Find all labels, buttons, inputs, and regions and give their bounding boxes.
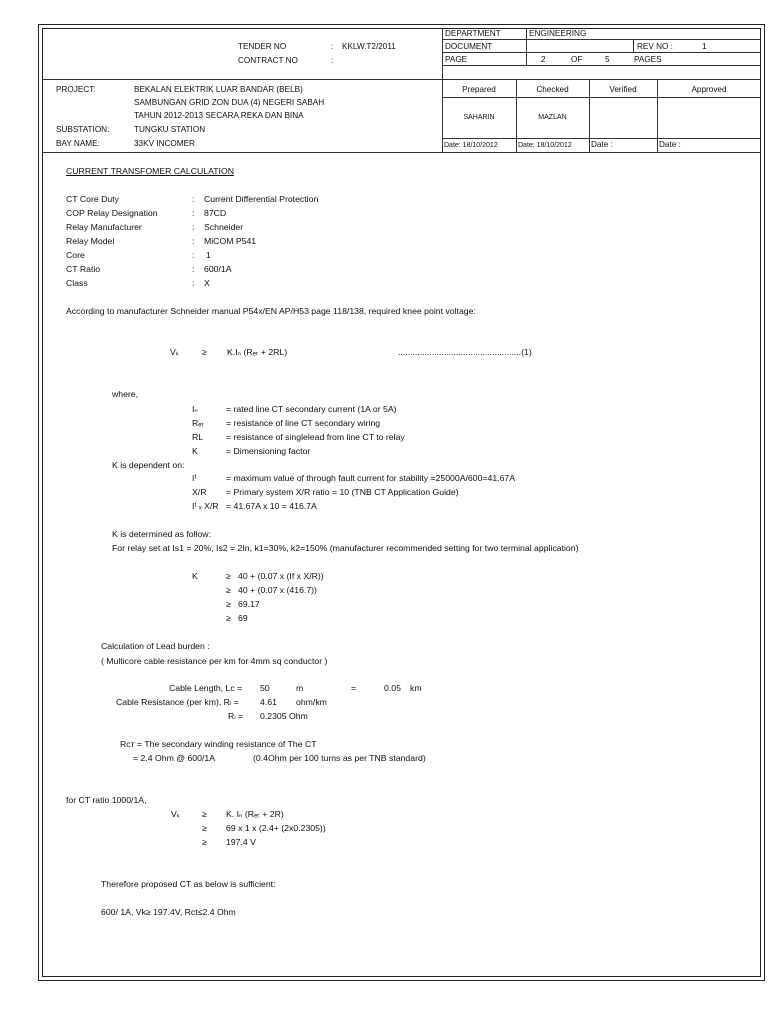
approved-header: Approved — [691, 85, 727, 94]
cable-length-label: Cable Length, Lᴄ = — [169, 683, 243, 693]
equation-reference: ...................................................(1) — [398, 347, 532, 357]
project-line-3: TAHUN 2012-2013 SECARA REKA DAN BINA — [134, 111, 304, 120]
calc-value: 40 + (0.07 x (416.7)) — [238, 585, 317, 595]
lead-burden-title: Calculation of Lead burden : — [101, 641, 210, 651]
rct-line-2: = 2.4 Ohm @ 600/1A — [133, 753, 215, 763]
param-colon: : — [192, 194, 195, 204]
rct-note: (0.4Ohm per 100 turns as per TNB standard) — [253, 753, 426, 763]
calc-operator: ≥ — [226, 599, 231, 609]
pages-label: PAGES — [634, 55, 662, 64]
document-label: DOCUMENT — [445, 42, 493, 51]
param-label: Relay Manufacturer — [66, 222, 142, 232]
calc-value: 69.17 — [238, 599, 260, 609]
definition-text: = resistance of line CT secondary wiring — [226, 418, 381, 428]
checked-by: MAZLAN — [538, 114, 567, 121]
where-label: where, — [112, 389, 139, 399]
calc-value: 40 + (0.07 x (If x X/R)) — [238, 571, 324, 581]
param-colon: : — [192, 264, 195, 274]
checked-date: Date: 18/10/2012 — [518, 142, 572, 149]
cable-length-equals: = — [351, 683, 357, 693]
param-colon: : — [192, 236, 195, 246]
definition-text: = Dimensioning factor — [226, 446, 311, 456]
lead-resistance-label: Rₗ = — [228, 711, 244, 721]
cable-resistance-unit: ohm/km — [296, 697, 327, 707]
param-value: X — [204, 278, 210, 288]
intro-text: According to manufacturer Schneider manual P54x/EN AP/H53 page 118/138, required knee point voltage: — [66, 306, 476, 316]
dependency-text: = Primary system X/R ratio = 10 (TNB CT Application Guide) — [226, 487, 459, 497]
bay-name-label: BAY NAME: — [56, 139, 100, 148]
verified-date: Date : — [591, 140, 613, 149]
k-symbol: K — [192, 571, 198, 581]
department-value: ENGINEERING — [529, 29, 587, 38]
page-of: OF — [571, 55, 583, 64]
calc-operator: ≥ — [226, 613, 231, 623]
prepared-date: Date: 18/10/2012 — [444, 142, 498, 149]
dependency-text: = 41.67A x 10 = 416.7A — [226, 501, 317, 511]
k-dependency-label: K is dependent on: — [112, 460, 185, 470]
param-label: Class — [66, 278, 88, 288]
relay-setting-text: For relay set at Is1 = 20%, Is2 = 2In, k1=30%, k2=150% (manufacturer recommended setting for two terminal application) — [112, 543, 579, 553]
definition-text: = rated line CT secondary current (1A or 5A) — [226, 404, 397, 414]
prepared-by: SAHARIN — [463, 114, 495, 121]
param-label: CT Ratio — [66, 264, 101, 274]
equation-lhs: Vₖ — [170, 347, 180, 357]
lead-burden-subtitle: ( Multicore cable resistance per km for 4mm sq conductor ) — [101, 656, 328, 666]
param-colon: : — [192, 222, 195, 232]
calc-value: 69 x 1 x (2.4+ (2x0.2305)) — [226, 823, 326, 833]
definition-text: = resistance of singlelead from line CT to relay — [226, 432, 405, 442]
param-value: 87CD — [204, 208, 227, 218]
cable-length-value: 50 — [260, 683, 270, 693]
rev-no-value: 1 — [702, 42, 707, 51]
dependency-symbol: Iᶠ ₓ X/R — [192, 501, 219, 511]
conclusion-text: Therefore proposed CT as below is sufficient: — [101, 879, 276, 889]
param-label: COP Relay Designation — [66, 208, 158, 218]
cable-resistance-value: 4.61 — [260, 697, 277, 707]
tender-no-label: TENDER NO — [238, 42, 287, 51]
param-label: Core — [66, 250, 85, 260]
prepared-header: Prepared — [462, 85, 496, 94]
cable-length-km-value: 0.05 — [384, 683, 401, 693]
proposed-ct-spec: 600/ 1A, Vk≥ 197.4V, Rct≤2.4 Ohm — [101, 907, 236, 917]
calc-operator: ≥ — [226, 571, 231, 581]
equation-rhs: K.Iₙ (Rₑₜ + 2RL) — [227, 347, 288, 357]
rct-line-1: Rᴄᴛ = The secondary winding resistance of The CT — [120, 739, 317, 749]
substation-label: SUBSTATION: — [56, 125, 110, 134]
contract-no-colon: : — [331, 56, 334, 65]
cable-length-unit: m — [296, 683, 304, 693]
page-total: 5 — [605, 55, 610, 64]
calc-value: K. Iₙ (Rₑₜ + 2R) — [226, 809, 284, 819]
param-value: Current Differential Protection — [204, 194, 319, 204]
dependency-symbol: Iᶠ — [192, 473, 197, 483]
project-line-2: SAMBUNGAN GRID ZON DUA (4) NEGERI SABAH — [134, 98, 325, 107]
calc-operator: ≥ — [202, 837, 207, 847]
dependency-text: = maximum value of through fault current for stability =25000A/600=41.67A — [226, 473, 516, 483]
section-title: CURRENT TRANSFOMER CALCULATION — [66, 166, 234, 176]
equation-operator: ≥ — [202, 347, 207, 357]
tender-no-colon: : — [331, 42, 334, 51]
bay-name-value: 33KV INCOMER — [134, 139, 195, 148]
page-label: PAGE — [445, 55, 468, 64]
cable-resistance-label: Cable Resistance (per km), Rₗ = — [116, 697, 239, 707]
calc-value: 197.4 V — [226, 837, 256, 847]
cable-length-km-unit: km — [410, 683, 422, 693]
dependency-symbol: X/R — [192, 487, 207, 497]
param-value: MiCOM P541 — [204, 236, 257, 246]
param-colon: : — [192, 278, 195, 288]
calc-operator: ≥ — [226, 585, 231, 595]
param-value: Schneider — [204, 222, 244, 232]
definition-symbol: Iₙ — [192, 404, 198, 414]
vk-symbol: Vₖ — [171, 809, 181, 819]
verified-header: Verified — [609, 85, 637, 94]
k-determination-label: K is determined as follow: — [112, 529, 211, 539]
param-colon: : — [192, 250, 195, 260]
tender-no-value: KKLW.T2/2011 — [342, 42, 396, 51]
param-colon: : — [192, 208, 195, 218]
project-label: PROJECT: — [56, 85, 96, 94]
department-label: DEPARTMENT — [445, 29, 501, 38]
ct-ratio-line: for CT ratio 1000/1A, — [66, 795, 147, 805]
param-label: CT Core Duty — [66, 194, 119, 204]
definition-symbol: RL — [192, 432, 204, 442]
param-value: 1 — [206, 250, 211, 260]
approved-date: Date : — [659, 140, 681, 149]
lead-resistance-value: 0.2305 Ohm — [260, 711, 308, 721]
checked-header: Checked — [536, 85, 569, 94]
page-number: 2 — [541, 55, 546, 64]
substation-value: TUNGKU STATION — [134, 125, 206, 134]
contract-no-label: CONTRACT NO — [238, 56, 298, 65]
project-line-1: BEKALAN ELEKTRIK LUAR BANDAR (BELB) — [134, 85, 303, 94]
calc-value: 69 — [238, 613, 248, 623]
param-value: 600/1A — [204, 264, 232, 274]
param-label: Relay Model — [66, 236, 115, 246]
definition-symbol: K — [192, 446, 198, 456]
calc-operator: ≥ — [202, 823, 207, 833]
calc-operator: ≥ — [202, 809, 207, 819]
rev-no-label: REV NO : — [637, 42, 673, 51]
definition-symbol: Rₑₜ — [192, 418, 205, 428]
